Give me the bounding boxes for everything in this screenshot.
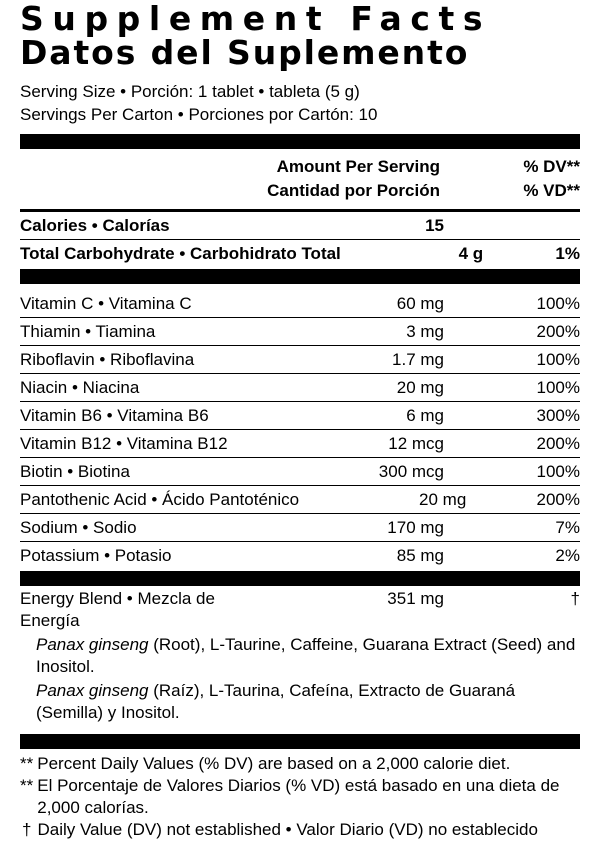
nutrient-name: Sodium • Sodio (20, 517, 137, 537)
nutrient-amount: 300 mcg (378, 461, 444, 481)
nutrient-amount: 20 mg (396, 377, 444, 397)
nutrient-row (20, 290, 580, 318)
footnote: † Daily Value (DV) not established • Valor Diario (VD) no establecido (22, 820, 538, 839)
nutrient-row-carbohydrate (20, 240, 580, 267)
nutrient-amount: 6 mg (406, 405, 444, 425)
nutrient-dv: 200% (536, 321, 580, 341)
nutrient-row (20, 318, 580, 346)
energy-blend (20, 586, 580, 724)
title-english: Supplement Facts (20, 0, 492, 38)
nutrient-row (20, 458, 580, 486)
servings-per-carton: Servings Per Carton • Porciones por Cartón: 10 (20, 105, 378, 124)
footnote: ** Percent Daily Values (% DV) are based on a 2,000 calorie diet. (20, 754, 511, 773)
nutrient-name: Thiamin • Tiamina (20, 321, 156, 341)
thick-divider (20, 734, 580, 749)
nutrient-amount: 20 mg (419, 489, 467, 509)
nutrient-row (20, 514, 580, 542)
nutrient-dv: 2% (555, 545, 580, 565)
nutrient-amount: 170 mg (387, 517, 444, 537)
nutrient-dv: 100% (536, 377, 580, 397)
blend-dv: † (570, 589, 580, 608)
nutrient-row (20, 402, 580, 430)
nutrient-name: Potassium • Potasio (20, 545, 172, 565)
thick-divider (20, 134, 580, 149)
nutrient-name: Vitamin B6 • Vitamina B6 (20, 405, 209, 425)
nutrient-row (20, 486, 580, 514)
nutrient-name: Niacin • Niacina (20, 377, 140, 397)
nutrient-row (20, 542, 580, 569)
nutrient-name: Total Carbohydrate • Carbohidrato Total (20, 243, 341, 263)
serving-size: Serving Size • Porción: 1 tablet • tableta (5 g) (20, 82, 360, 101)
footnote: ** El Porcentaje de Valores Diarios (% VD) está basado en una dieta de 2,000 calorías. (20, 776, 560, 817)
dv-header-en: % DV** (523, 157, 580, 176)
dv-header-es: % VD** (523, 181, 580, 200)
nutrient-row (20, 374, 580, 402)
footnotes (20, 749, 580, 841)
nutrient-dv: 200% (536, 489, 580, 509)
nutrient-name: Pantothenic Acid • Ácido Pantoténico (20, 489, 300, 509)
nutrient-name: Calories • Calorías (20, 215, 170, 235)
blend-name: Energy Blend • Mezcla de Energía (20, 589, 215, 630)
nutrient-amount: 3 mg (406, 321, 444, 341)
nutrient-dv: 100% (536, 461, 580, 481)
nutrient-dv: 1% (555, 243, 580, 263)
blend-amount: 351 mg (387, 589, 444, 608)
nutrient-name: Biotin • Biotina (20, 461, 130, 481)
nutrient-amount: 4 g (458, 243, 484, 263)
nutrient-amount: 15 (425, 215, 444, 235)
nutrient-dv: 100% (536, 349, 580, 369)
thick-divider (20, 571, 580, 586)
nutrient-row (20, 346, 580, 374)
nutrient-name: Riboflavin • Riboflavina (20, 349, 195, 369)
nutrient-dv: 300% (536, 405, 580, 425)
nutrient-amount: 12 mcg (388, 433, 444, 453)
nutrient-amount: 85 mg (396, 545, 444, 565)
amount-header-es: Cantidad por Porción (267, 181, 440, 200)
nutrient-dv: 7% (555, 517, 580, 537)
nutrient-row (20, 430, 580, 458)
nutrient-dv: 100% (536, 293, 580, 313)
nutrient-name: Vitamin B12 • Vitamina B12 (20, 433, 228, 453)
thick-divider (20, 269, 580, 284)
blend-ingredients-es: Panax ginseng (Raíz), L-Taurina, Cafeína, Extracto de Guaraná (Semilla) y Inositol. (36, 681, 516, 722)
nutrient-name: Vitamin C • Vitamina C (20, 293, 192, 313)
column-header (20, 149, 580, 203)
nutrient-dv: 200% (536, 433, 580, 453)
blend-ingredients-en: Panax ginseng (Root), L-Taurine, Caffeine, Guarana Extract (Seed) and Inositol. (36, 635, 576, 676)
nutrient-amount: 60 mg (396, 293, 444, 313)
nutrient-amount: 1.7 mg (392, 349, 444, 369)
nutrient-row-calories (20, 212, 580, 240)
amount-header-en: Amount Per Serving (276, 157, 440, 176)
title-spanish: Datos del Suplemento (20, 33, 470, 72)
